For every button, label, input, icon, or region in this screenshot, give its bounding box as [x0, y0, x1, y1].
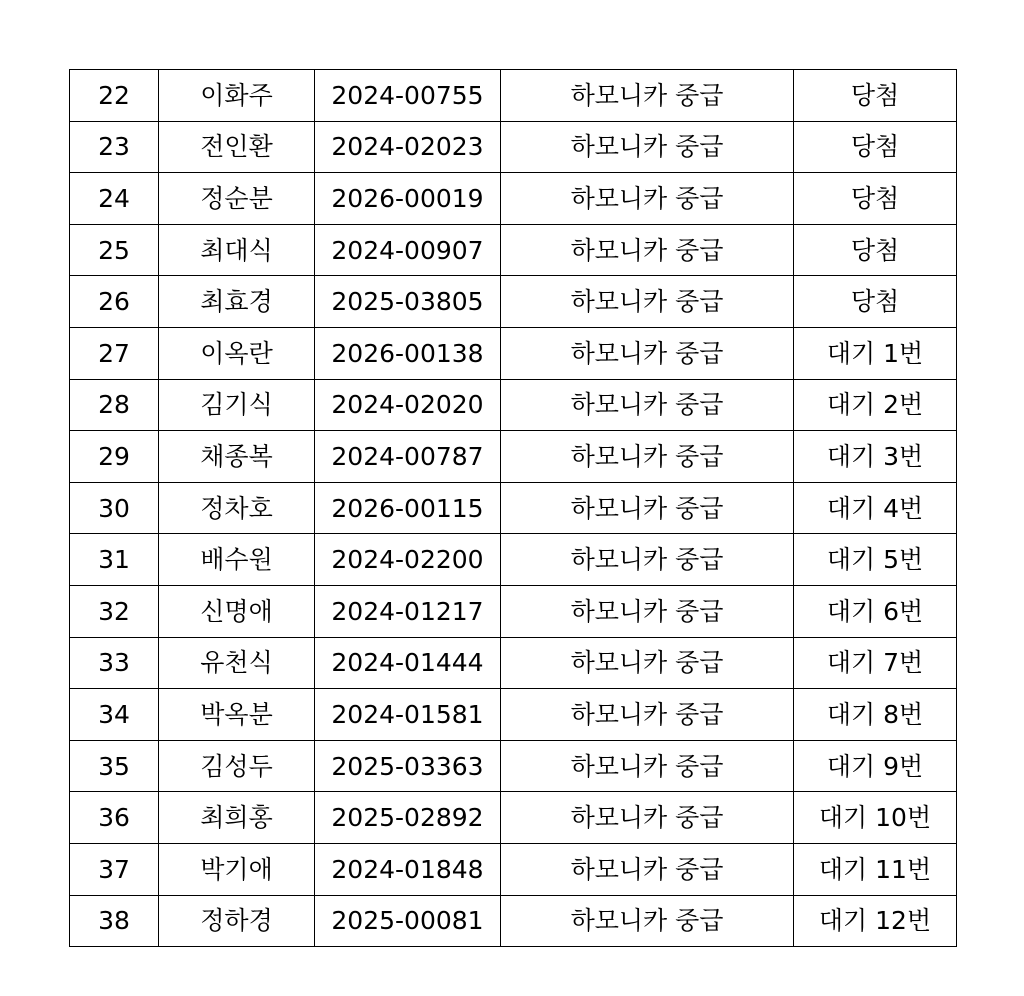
applicant-name-cell: 정순분	[159, 173, 315, 225]
application-id-cell: 2024-00907	[315, 224, 501, 276]
table-row	[70, 843, 957, 895]
applicant-name-cell: 이옥란	[159, 327, 315, 379]
row-number-cell: 27	[70, 327, 159, 379]
applicant-name-cell: 김기식	[159, 379, 315, 431]
application-id-cell: 2024-00787	[315, 431, 501, 483]
row-number-cell: 26	[70, 276, 159, 328]
result-status-cell: 당첨	[794, 276, 957, 328]
row-number-cell: 23	[70, 121, 159, 173]
row-number-cell: 30	[70, 482, 159, 534]
course-name-cell: 하모니카 중급	[501, 843, 794, 895]
applicant-name-cell: 최희홍	[159, 792, 315, 844]
result-status-cell: 대기 6번	[794, 585, 957, 637]
applicant-name-cell: 최효경	[159, 276, 315, 328]
row-number-cell: 31	[70, 534, 159, 586]
application-id-cell: 2024-02020	[315, 379, 501, 431]
course-name-cell: 하모니카 중급	[501, 534, 794, 586]
application-id-cell: 2024-01581	[315, 689, 501, 741]
result-status-cell: 대기 1번	[794, 327, 957, 379]
applicant-name-cell: 신명애	[159, 585, 315, 637]
application-id-cell: 2024-01848	[315, 843, 501, 895]
application-id-cell: 2024-02023	[315, 121, 501, 173]
course-name-cell: 하모니카 중급	[501, 740, 794, 792]
lottery-result-table	[69, 69, 957, 947]
row-number-cell: 32	[70, 585, 159, 637]
course-name-cell: 하모니카 중급	[501, 792, 794, 844]
row-number-cell: 29	[70, 431, 159, 483]
row-number-cell: 38	[70, 895, 159, 947]
table-row	[70, 482, 957, 534]
course-name-cell: 하모니카 중급	[501, 482, 794, 534]
result-status-cell: 대기 10번	[794, 792, 957, 844]
course-name-cell: 하모니카 중급	[501, 173, 794, 225]
application-id-cell: 2025-02892	[315, 792, 501, 844]
row-number-cell: 33	[70, 637, 159, 689]
row-number-cell: 28	[70, 379, 159, 431]
application-id-cell: 2025-03363	[315, 740, 501, 792]
table-row	[70, 379, 957, 431]
row-number-cell: 37	[70, 843, 159, 895]
table-row	[70, 792, 957, 844]
application-id-cell: 2025-03805	[315, 276, 501, 328]
course-name-cell: 하모니카 중급	[501, 276, 794, 328]
course-name-cell: 하모니카 중급	[501, 121, 794, 173]
table-row	[70, 895, 957, 947]
course-name-cell: 하모니카 중급	[501, 224, 794, 276]
table-row	[70, 431, 957, 483]
application-id-cell: 2024-00755	[315, 70, 501, 122]
application-id-cell: 2026-00138	[315, 327, 501, 379]
result-status-cell: 대기 3번	[794, 431, 957, 483]
table-row	[70, 70, 957, 122]
application-id-cell: 2024-01444	[315, 637, 501, 689]
row-number-cell: 24	[70, 173, 159, 225]
course-name-cell: 하모니카 중급	[501, 585, 794, 637]
result-status-cell: 대기 7번	[794, 637, 957, 689]
applicant-name-cell: 채종복	[159, 431, 315, 483]
table-row	[70, 327, 957, 379]
applicant-name-cell: 김성두	[159, 740, 315, 792]
result-status-cell: 당첨	[794, 173, 957, 225]
table-body	[70, 70, 957, 947]
result-status-cell: 대기 4번	[794, 482, 957, 534]
applicant-name-cell: 최대식	[159, 224, 315, 276]
row-number-cell: 34	[70, 689, 159, 741]
course-name-cell: 하모니카 중급	[501, 895, 794, 947]
result-status-cell: 대기 12번	[794, 895, 957, 947]
table-row	[70, 534, 957, 586]
result-status-cell: 대기 9번	[794, 740, 957, 792]
applicant-name-cell: 정차호	[159, 482, 315, 534]
result-status-cell: 당첨	[794, 121, 957, 173]
course-name-cell: 하모니카 중급	[501, 689, 794, 741]
table-row	[70, 121, 957, 173]
course-name-cell: 하모니카 중급	[501, 327, 794, 379]
table-row	[70, 689, 957, 741]
application-id-cell: 2024-02200	[315, 534, 501, 586]
row-number-cell: 36	[70, 792, 159, 844]
row-number-cell: 25	[70, 224, 159, 276]
table-row	[70, 585, 957, 637]
result-status-cell: 대기 8번	[794, 689, 957, 741]
applicant-name-cell: 정하경	[159, 895, 315, 947]
course-name-cell: 하모니카 중급	[501, 379, 794, 431]
row-number-cell: 22	[70, 70, 159, 122]
application-id-cell: 2026-00115	[315, 482, 501, 534]
table-row	[70, 276, 957, 328]
result-status-cell: 대기 5번	[794, 534, 957, 586]
applicant-name-cell: 박옥분	[159, 689, 315, 741]
applicant-name-cell: 전인환	[159, 121, 315, 173]
result-status-cell: 당첨	[794, 224, 957, 276]
application-id-cell: 2026-00019	[315, 173, 501, 225]
result-status-cell: 대기 2번	[794, 379, 957, 431]
application-id-cell: 2025-00081	[315, 895, 501, 947]
table-row	[70, 637, 957, 689]
table-row	[70, 740, 957, 792]
table-row	[70, 224, 957, 276]
result-status-cell: 대기 11번	[794, 843, 957, 895]
applicant-name-cell: 배수원	[159, 534, 315, 586]
application-id-cell: 2024-01217	[315, 585, 501, 637]
row-number-cell: 35	[70, 740, 159, 792]
result-status-cell: 당첨	[794, 70, 957, 122]
applicant-name-cell: 박기애	[159, 843, 315, 895]
table-row	[70, 173, 957, 225]
applicant-name-cell: 유천식	[159, 637, 315, 689]
applicant-name-cell: 이화주	[159, 70, 315, 122]
course-name-cell: 하모니카 중급	[501, 70, 794, 122]
course-name-cell: 하모니카 중급	[501, 431, 794, 483]
course-name-cell: 하모니카 중급	[501, 637, 794, 689]
